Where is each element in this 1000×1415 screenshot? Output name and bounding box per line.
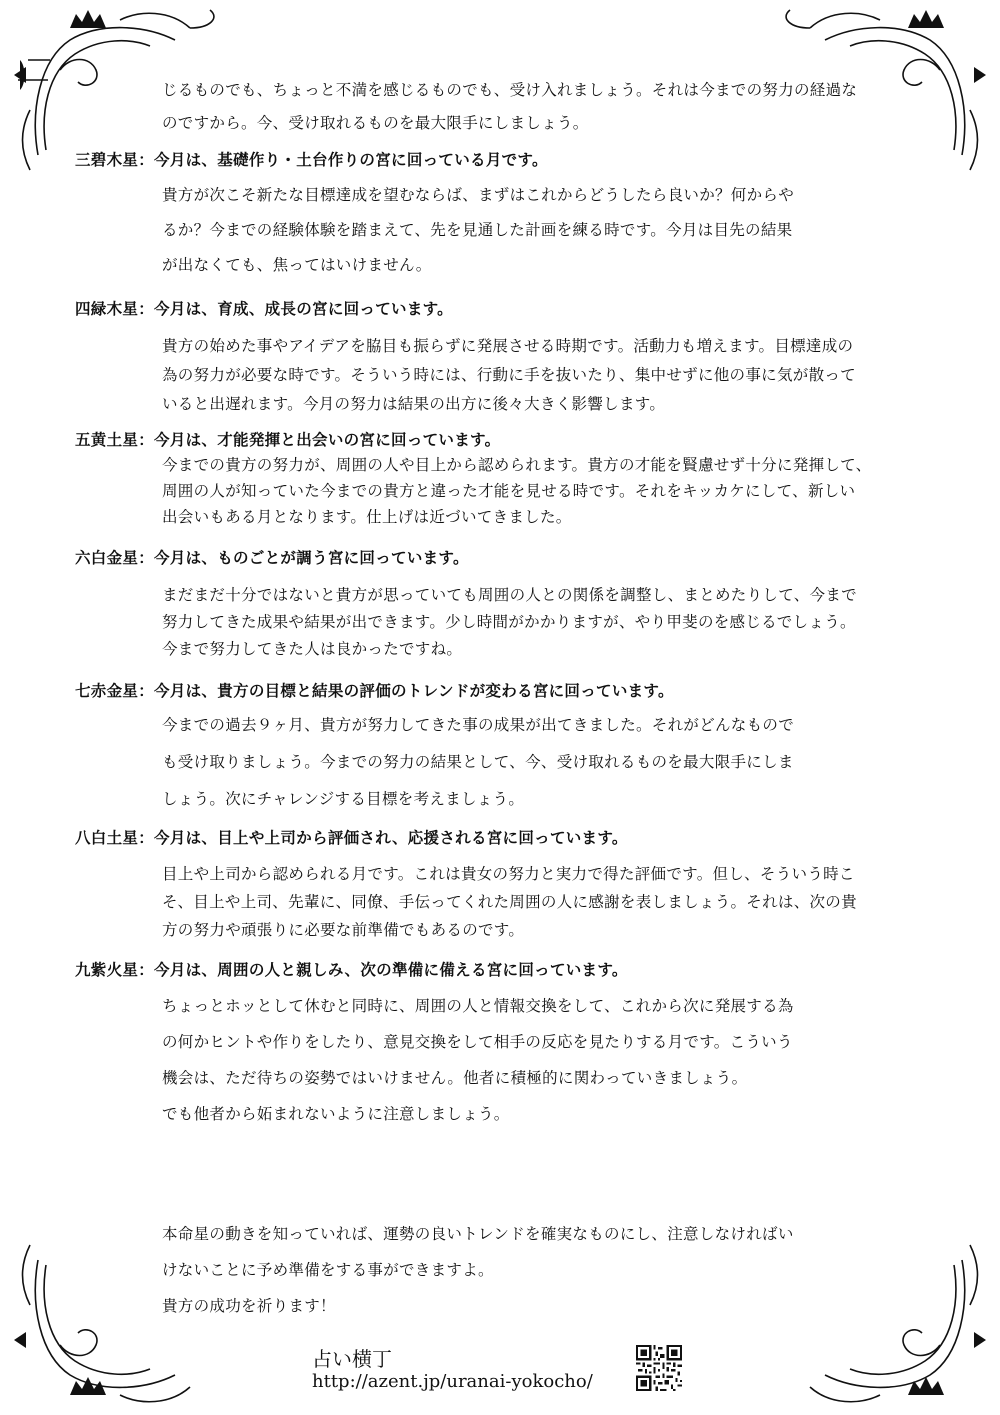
star-name: 九紫火星 (75, 961, 139, 979)
text-line: の何かヒントや作りをしたり、意見交換をして相手の反応を見たりする月です。こういう (162, 1033, 793, 1051)
text-line: も受け取りましょう。今までの努力の結果として、今、受け取れるものを最大限手にしま (162, 753, 794, 771)
text-line: 今まで努力してきた人は良かったですね。 (162, 640, 463, 658)
section-heading-shichiseki (75, 679, 674, 701)
qr-code-icon[interactable] (636, 1345, 682, 1391)
section-heading-shiroku (75, 297, 453, 319)
separator: ： (138, 961, 155, 979)
separator: ： (138, 431, 155, 449)
text-line: 目上や上司から認められる月です。これは貴女の努力と実力で得た評価です。但し、そういう時こ (162, 865, 855, 883)
section-heading-sanpeki (75, 148, 548, 170)
section-body-kyushi (162, 988, 794, 1132)
section-heading-gooh (75, 428, 500, 450)
section-body-roppaku (162, 582, 857, 663)
section-title: 今月は、育成、成長の宮に回っています。 (154, 300, 453, 318)
text-line: 今までの貴方の努力が、周囲の人や目上から認められます。貴方の才能を賢慮せず十分に発揮して、 (162, 456, 872, 474)
separator: ： (138, 300, 155, 318)
text-line: 貴方が次こそ新たな目標達成を望むならば、まずはこれからどうしたら良いか？何からや (162, 186, 795, 204)
star-name: 七赤金星 (75, 682, 139, 700)
text-line: 本命星の動きを知っていれば、運勢の良いトレンドを確実なものにし、注意しなければい (162, 1225, 794, 1243)
section-body-gooh (162, 452, 871, 530)
text-line: 機会は、ただ待ちの姿勢ではいけません。他者に積極的に関わっていきましょう。 (162, 1069, 748, 1087)
separator: ： (138, 151, 155, 169)
text-line: けないことに予め準備をする事ができますよ。 (162, 1261, 494, 1279)
text-line: しょう。次にチャレンジする目標を考えましょう。 (162, 790, 525, 808)
section-title: 今月は、基礎作り・土台作りの宮に回っている月です。 (154, 151, 548, 169)
star-name: 八白土星 (75, 829, 139, 847)
intro-paragraph (162, 74, 857, 140)
star-name: 三碧木星 (75, 151, 139, 169)
text-line: 貴方の始めた事やアイデアを脇目も振らずに発展させる時期です。活動力も増えます。目標達成の (162, 337, 854, 355)
separator: ： (138, 829, 155, 847)
star-name: 六白金星 (75, 549, 139, 567)
section-body-shiroku (162, 332, 856, 419)
section-heading-kyushi (75, 958, 628, 980)
text-line: でも他者から妬まれないように注意しましょう。 (162, 1105, 510, 1123)
section-title: 今月は、貴方の目標と結果の評価のトレンドが変わる宮に回っています。 (154, 682, 674, 700)
text-line: ちょっとホッとして休むと同時に、周囲の人と情報交換をして、これから次に発展する為 (162, 997, 794, 1015)
separator: ： (138, 682, 155, 700)
text-line: そ、目上や上司、先輩に、同僚、手伝ってくれた周囲の人に感謝を表しましょう。それは、次の貴 (162, 893, 857, 911)
text-line: まだまだ十分ではないと貴方が思っていても周囲の人との関係を調整し、まとめたりして、今まで (162, 586, 857, 604)
text-line: 出会いもある月となります。仕上げは近づいてきました。 (162, 508, 572, 526)
closing-paragraph (162, 1216, 794, 1324)
site-name: 占い横丁 (312, 1347, 392, 1371)
section-body-sanpeki (162, 178, 794, 283)
text-line: のですから。今、受け取れるものを最大限手にしましょう。 (162, 114, 589, 132)
separator: ： (138, 549, 155, 567)
text-line: が出なくても、焦ってはいけません。 (162, 256, 432, 274)
section-heading-roppaku (75, 546, 469, 568)
text-line: いると出遅れます。今月の努力は結果の出方に後々大きく影響します。 (162, 395, 666, 413)
text-line: 今までの過去９ヶ月、貴方が努力してきた事の成果が出てきました。それがどんなもので (162, 716, 795, 734)
text-line: るか？今までの経験体験を踏まえて、先を見通した計画を練る時です。今月は目先の結果 (162, 221, 793, 239)
section-body-shichiseki (162, 707, 794, 818)
text-line: じるものでも、ちょっと不満を感じるものでも、受け入れましょう。それは今までの努力の経過な (162, 81, 858, 99)
star-name: 四緑木星 (75, 300, 139, 318)
section-body-happaku (162, 860, 857, 944)
text-line: 周囲の人が知っていた今までの貴方と違った才能を見せる時です。それをキッカケにして、新しい (162, 482, 856, 500)
star-name: 五黄土星 (75, 431, 139, 449)
section-title: 今月は、才能発揮と出会いの宮に回っています。 (154, 431, 501, 449)
site-url-link[interactable]: http://azent.jp/uranai-yokocho/ (312, 1371, 593, 1392)
section-title: 今月は、周囲の人と親しみ、次の準備に備える宮に回っています。 (154, 961, 628, 979)
text-line: 努力してきた成果や結果が出できます。少し時間がかかりますが、やり甲斐のを感じるでしょう。 (162, 613, 856, 631)
text-line: 為の努力が必要な時です。そういう時には、行動に手を抜いたり、集中せずに他の事に気が散って (162, 366, 856, 384)
section-title: 今月は、目上や上司から評価され、応援される宮に回っています。 (154, 829, 628, 847)
section-heading-happaku (75, 826, 628, 848)
text-line: 方の努力や頑張りに必要な前準備でもあるのです。 (162, 921, 525, 939)
text-line: 貴方の成功を祈ります！ (162, 1297, 336, 1315)
section-title: 今月は、ものごとが調う宮に回っています。 (154, 549, 469, 567)
